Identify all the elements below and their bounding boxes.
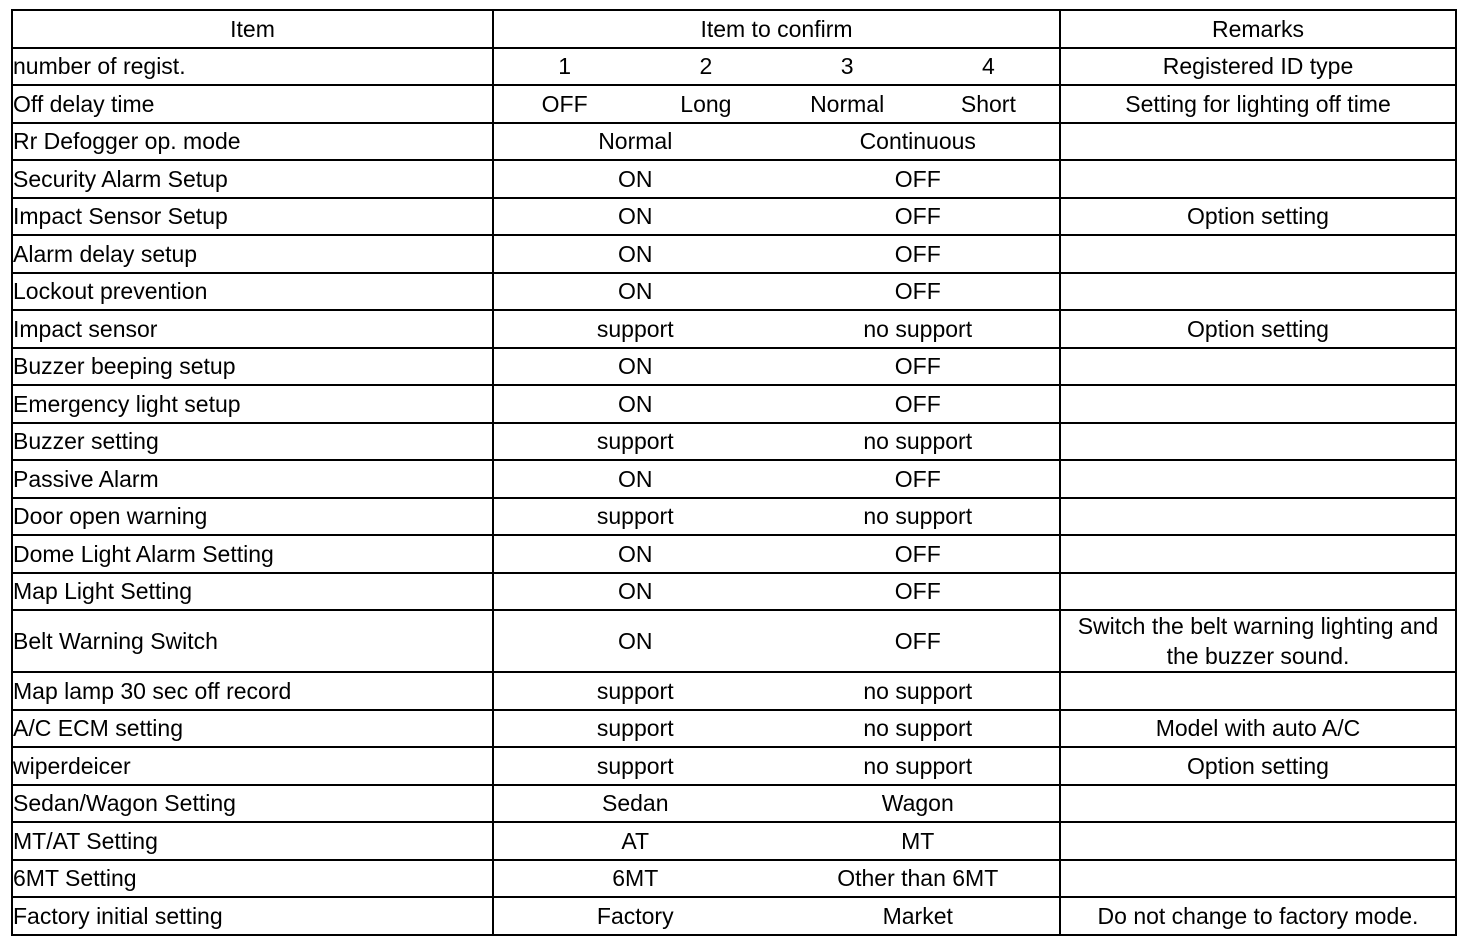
remark: Option setting [1060, 198, 1456, 236]
option-group [494, 628, 1059, 654]
confirm-options [493, 310, 1060, 348]
remark: Option setting [1060, 747, 1456, 785]
option-b: MT [901, 827, 935, 854]
option-a: ON [618, 353, 653, 380]
item-name: Door open warning [12, 498, 493, 536]
table-row [12, 897, 1456, 935]
confirm-options [493, 860, 1060, 898]
option-a: support [596, 315, 674, 342]
item-name: Alarm delay setup [12, 235, 493, 273]
option-a: support [596, 428, 674, 455]
option-a: ON [618, 203, 653, 230]
item-name: 6MT Setting [12, 860, 493, 898]
confirm-options [493, 822, 1060, 860]
option-group [494, 316, 1059, 342]
table-row [12, 460, 1456, 498]
option-b: Other than 6MT [837, 865, 999, 892]
option-b: OFF [894, 353, 941, 380]
confirm-options [493, 535, 1060, 573]
remark [1060, 423, 1456, 461]
remark [1060, 860, 1456, 898]
option-a: ON [618, 390, 653, 417]
option-b: OFF [894, 540, 941, 567]
option-group [494, 828, 1059, 854]
remark [1060, 573, 1456, 611]
item-name: MT/AT Setting [12, 822, 493, 860]
remark [1060, 348, 1456, 386]
option-group [494, 241, 1059, 267]
table-row [12, 573, 1456, 611]
table-row [12, 822, 1456, 860]
confirm-options [493, 85, 1060, 123]
confirm-options [493, 573, 1060, 611]
remark: Registered ID type [1060, 48, 1456, 86]
option-b: OFF [894, 390, 941, 417]
confirm-options [493, 273, 1060, 311]
option-a: 6MT [612, 865, 659, 892]
option-group [494, 91, 1059, 117]
table-row [12, 747, 1456, 785]
header-remarks: Remarks [1060, 10, 1456, 48]
option-b: no support [863, 677, 973, 704]
item-name: Buzzer setting [12, 423, 493, 461]
remark [1060, 385, 1456, 423]
option-group [494, 128, 1059, 154]
item-name: Sedan/Wagon Setting [12, 785, 493, 823]
option-group [494, 753, 1059, 779]
option-a: support [596, 715, 674, 742]
option-a: support [596, 752, 674, 779]
option-a: Sedan [601, 790, 669, 817]
option-b: no support [863, 752, 973, 779]
option-group [494, 391, 1059, 417]
confirm-options [493, 235, 1060, 273]
option-group [494, 166, 1059, 192]
remark [1060, 498, 1456, 536]
option-b: OFF [894, 465, 941, 492]
item-name: Passive Alarm [12, 460, 493, 498]
remark [1060, 123, 1456, 161]
confirm-options [493, 198, 1060, 236]
table-row [12, 198, 1456, 236]
option-group [494, 503, 1059, 529]
table-row [12, 273, 1456, 311]
option-group [494, 428, 1059, 454]
option-value: 3 [840, 53, 854, 80]
table-row [12, 310, 1456, 348]
option-b: no support [863, 428, 973, 455]
confirm-options [493, 460, 1060, 498]
remark [1060, 235, 1456, 273]
remark: Setting for lighting off time [1060, 85, 1456, 123]
confirm-options [493, 897, 1060, 935]
remark [1060, 785, 1456, 823]
option-a: ON [618, 165, 653, 192]
confirm-options [493, 610, 1060, 672]
table-row [12, 610, 1456, 672]
option-a: ON [618, 465, 653, 492]
option-group [494, 578, 1059, 604]
remark [1060, 535, 1456, 573]
remark: Model with auto A/C [1060, 710, 1456, 748]
item-name: Factory initial setting [12, 897, 493, 935]
remark: Do not change to factory mode. [1060, 897, 1456, 935]
settings-table [11, 9, 1457, 936]
item-name: Map lamp 30 sec off record [12, 672, 493, 710]
option-group [494, 353, 1059, 379]
option-a: ON [618, 540, 653, 567]
option-group [494, 541, 1059, 567]
option-b: OFF [894, 203, 941, 230]
item-name: Impact Sensor Setup [12, 198, 493, 236]
remark: Switch the belt warning lighting and the buzzer sound. [1060, 610, 1456, 672]
confirm-options [493, 747, 1060, 785]
item-name: Off delay time [12, 85, 493, 123]
table-row [12, 123, 1456, 161]
confirm-options [493, 672, 1060, 710]
item-name: number of regist. [12, 48, 493, 86]
remark [1060, 273, 1456, 311]
table-row [12, 423, 1456, 461]
remark [1060, 160, 1456, 198]
option-b: OFF [894, 278, 941, 305]
option-a: support [596, 503, 674, 530]
option-value: Normal [810, 90, 885, 117]
option-a: Factory [596, 902, 674, 929]
table-row [12, 48, 1456, 86]
option-group [494, 203, 1059, 229]
confirm-options [493, 348, 1060, 386]
confirm-options [493, 498, 1060, 536]
table-row [12, 385, 1456, 423]
item-name: wiperdeicer [12, 747, 493, 785]
table-row [12, 860, 1456, 898]
option-b: Continuous [859, 128, 976, 155]
option-b: OFF [894, 578, 941, 605]
table-row [12, 235, 1456, 273]
option-value: Long [680, 90, 732, 117]
header-item-to-confirm: Item to confirm [493, 10, 1060, 48]
option-b: Wagon [881, 790, 954, 817]
item-name: Dome Light Alarm Setting [12, 535, 493, 573]
table-row [12, 785, 1456, 823]
option-group [494, 790, 1059, 816]
option-b: OFF [894, 628, 941, 654]
table-row [12, 535, 1456, 573]
confirm-options [493, 123, 1060, 161]
table-row [12, 348, 1456, 386]
option-a: AT [621, 827, 650, 854]
item-name: Emergency light setup [12, 385, 493, 423]
header-row [12, 10, 1456, 48]
option-a: ON [618, 278, 653, 305]
option-group [494, 466, 1059, 492]
option-b: no support [863, 715, 973, 742]
option-group [494, 678, 1059, 704]
confirm-options [493, 423, 1060, 461]
item-name: Security Alarm Setup [12, 160, 493, 198]
remark: Option setting [1060, 310, 1456, 348]
option-a: ON [618, 578, 653, 605]
option-group [494, 715, 1059, 741]
confirm-options [493, 160, 1060, 198]
option-value: 1 [558, 53, 572, 80]
option-b: no support [863, 503, 973, 530]
item-name: Buzzer beeping setup [12, 348, 493, 386]
option-b: OFF [894, 165, 941, 192]
table-row [12, 672, 1456, 710]
option-b: no support [863, 315, 973, 342]
confirm-options [493, 385, 1060, 423]
option-a: support [596, 677, 674, 704]
confirm-options [493, 710, 1060, 748]
option-a: ON [618, 628, 653, 654]
table-row [12, 498, 1456, 536]
table-row [12, 85, 1456, 123]
option-value: OFF [541, 90, 588, 117]
table-body [12, 48, 1456, 935]
remark [1060, 822, 1456, 860]
option-group [494, 865, 1059, 891]
item-name: Impact sensor [12, 310, 493, 348]
item-name: Rr Defogger op. mode [12, 123, 493, 161]
option-a: ON [618, 240, 653, 267]
table-row [12, 160, 1456, 198]
option-value: Short [960, 90, 1016, 117]
option-group [494, 278, 1059, 304]
item-name: Lockout prevention [12, 273, 493, 311]
option-value: 2 [699, 53, 713, 80]
remark [1060, 460, 1456, 498]
header-item: Item [12, 10, 493, 48]
option-value: 4 [981, 53, 995, 80]
item-name: Map Light Setting [12, 573, 493, 611]
item-name: Belt Warning Switch [12, 610, 493, 672]
item-name: A/C ECM setting [12, 710, 493, 748]
option-group [494, 53, 1059, 79]
confirm-options [493, 48, 1060, 86]
option-b: OFF [894, 240, 941, 267]
option-b: Market [882, 902, 953, 929]
confirm-options [493, 785, 1060, 823]
remark [1060, 672, 1456, 710]
option-group [494, 903, 1059, 929]
table-row [12, 710, 1456, 748]
option-a: Normal [598, 128, 673, 155]
